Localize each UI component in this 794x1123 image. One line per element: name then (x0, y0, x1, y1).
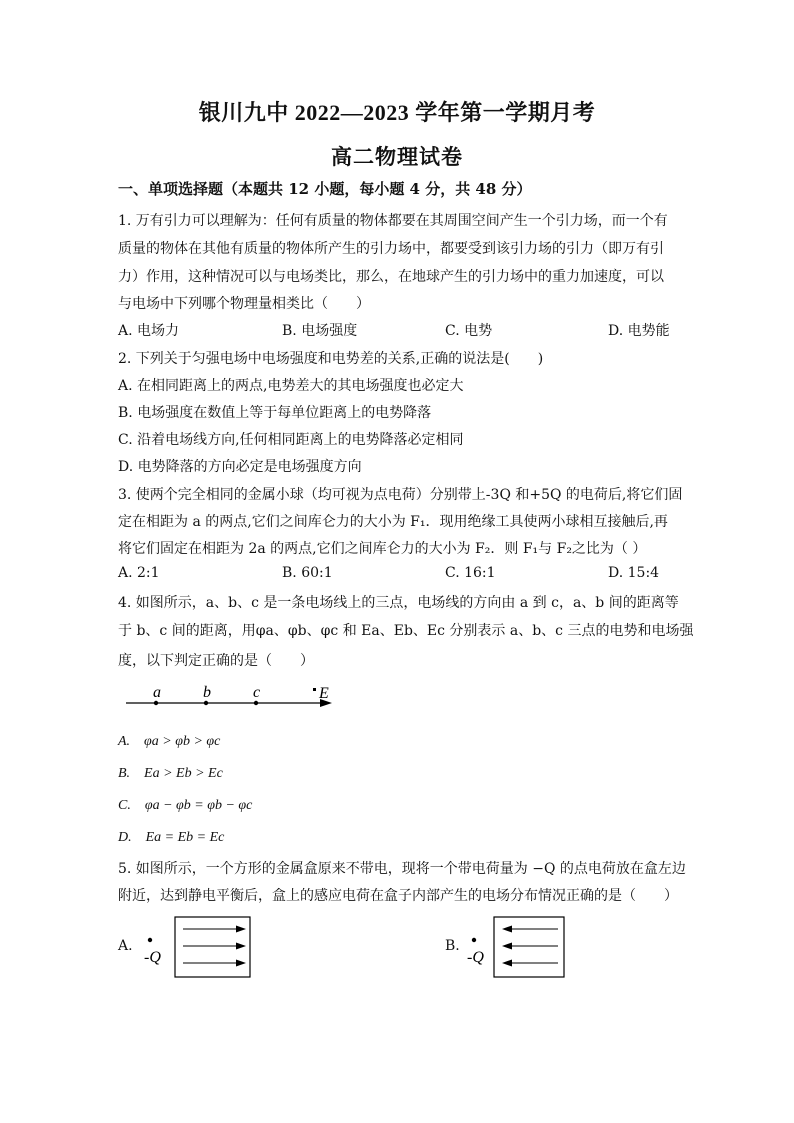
q4-option-a[interactable]: A. φa > φb > φc (118, 734, 221, 749)
q1-line-4: 与电场中下列哪个物理量相类比（ ） (118, 296, 370, 312)
field-dot-mark (313, 688, 316, 691)
metal-box (494, 917, 564, 977)
point-c-dot (254, 701, 258, 705)
arrowhead-left (502, 943, 512, 950)
point-charge-label: -Q (467, 949, 484, 966)
point-a-label: a (153, 684, 161, 701)
q2-option-a[interactable]: A. 在相同距离上的两点,电势差大的其电场强度也必定大 (118, 378, 464, 394)
q3-line-2: 定在相距为 a 的两点,它们之间库仑力的大小为 F₁．现用绝缘工具使两小球相互接触后,再 (118, 514, 668, 530)
q3-line-3: 将它们固定在相距为 2a 的两点,它们之间库仑力的大小为 F₂．则 F₁与 F₂之比为（ ） (118, 541, 647, 557)
point-charge-dot (472, 938, 476, 942)
q2-stem: 2. 下列关于匀强电场中电场强度和电势差的关系,正确的说法是( ) (118, 351, 544, 367)
exam-subtitle: 高二物理试卷 (331, 145, 463, 169)
q3-line-1: 3. 使两个完全相同的金属小球（均可视为点电荷）分别带上-3Q 和+5Q 的电荷后,将它们固 (118, 487, 683, 503)
field-E-label: E (319, 685, 329, 702)
q2-option-c[interactable]: C. 沿着电场线方向,任何相同距离上的电势降落必定相同 (118, 432, 464, 448)
q5-line-1: 5. 如图所示，一个方形的金属盒原来不带电，现将一个带电荷量为 −Q 的点电荷放在盒左边 (118, 861, 686, 877)
q5-option-a-label[interactable]: A. (118, 938, 133, 954)
q5-option-b-figure[interactable] (462, 912, 572, 982)
arrowhead-right (236, 943, 246, 950)
q1-line-3: 力）作用，这种情况可以与电场类比，那么，在地球产生的引力场中的重力加速度，可以 (118, 269, 664, 285)
q4-line-2: 于 b、c 间的距离，用φa、φb、φc 和 Ea、Eb、Ec 分别表示 a、b、c 三点的电势和电场强 (118, 623, 694, 639)
q3-option-a[interactable]: A. 2:1 (118, 565, 160, 581)
arrowhead-right (236, 926, 246, 933)
exam-title: 银川九中 2022—2023 学年第一学期月考 (198, 100, 596, 125)
q5-option-a-figure[interactable] (138, 912, 258, 982)
section-heading: 一、单项选择题（本题共 12 小题，每小题 4 分，共 48 分） (118, 180, 532, 198)
q4-option-b[interactable]: B. Ea > Eb > Ec (118, 766, 223, 781)
field-line-figure (118, 678, 358, 718)
q1-option-a[interactable]: A. 电场力 (118, 323, 180, 339)
point-charge-dot (148, 938, 152, 942)
q1-line-1: 1. 万有引力可以理解为：任何有质量的物体都要在其周围空间产生一个引力场，而一个有 (118, 213, 668, 229)
q4-option-d[interactable]: D. Ea = Eb = Ec (118, 830, 225, 845)
arrowhead-left (502, 960, 512, 967)
point-c-label: c (253, 684, 261, 701)
point-b-dot (204, 701, 208, 705)
arrowhead-left (502, 926, 512, 933)
q5-option-b-label[interactable]: B. (445, 938, 460, 954)
q2-option-d[interactable]: D. 电势降落的方向必定是电场强度方向 (118, 459, 362, 475)
q1-option-c[interactable]: C. 电势 (445, 323, 493, 339)
q1-line-2: 质量的物体在其他有质量的物体所产生的引力场中，都要受到该引力场的引力（即万有引 (118, 241, 664, 257)
q2-option-b[interactable]: B. 电场强度在数值上等于每单位距离上的电势降落 (118, 405, 432, 421)
q1-option-b[interactable]: B. 电场强度 (282, 323, 358, 339)
point-charge-label: -Q (144, 949, 161, 966)
q4-option-c[interactable]: C. φa − φb = φb − φc (118, 798, 253, 813)
q4-line-3: 度，以下判定正确的是（ ） (118, 653, 314, 669)
point-b-label: b (203, 684, 211, 701)
q3-option-d[interactable]: D. 15:4 (608, 565, 660, 581)
q1-option-d[interactable]: D. 电势能 (608, 323, 670, 339)
arrowhead-right (236, 960, 246, 967)
point-a-dot (154, 701, 158, 705)
q3-option-b[interactable]: B. 60:1 (282, 565, 333, 581)
q4-line-1: 4. 如图所示，a、b、c 是一条电场线上的三点，电场线的方向由 a 到 c，a、b 间的距离等 (118, 595, 679, 611)
q5-line-2: 附近，达到静电平衡后，盒上的感应电荷在盒子内部产生的电场分布情况正确的是（ ） (118, 888, 678, 904)
q3-option-c[interactable]: C. 16:1 (445, 565, 496, 581)
